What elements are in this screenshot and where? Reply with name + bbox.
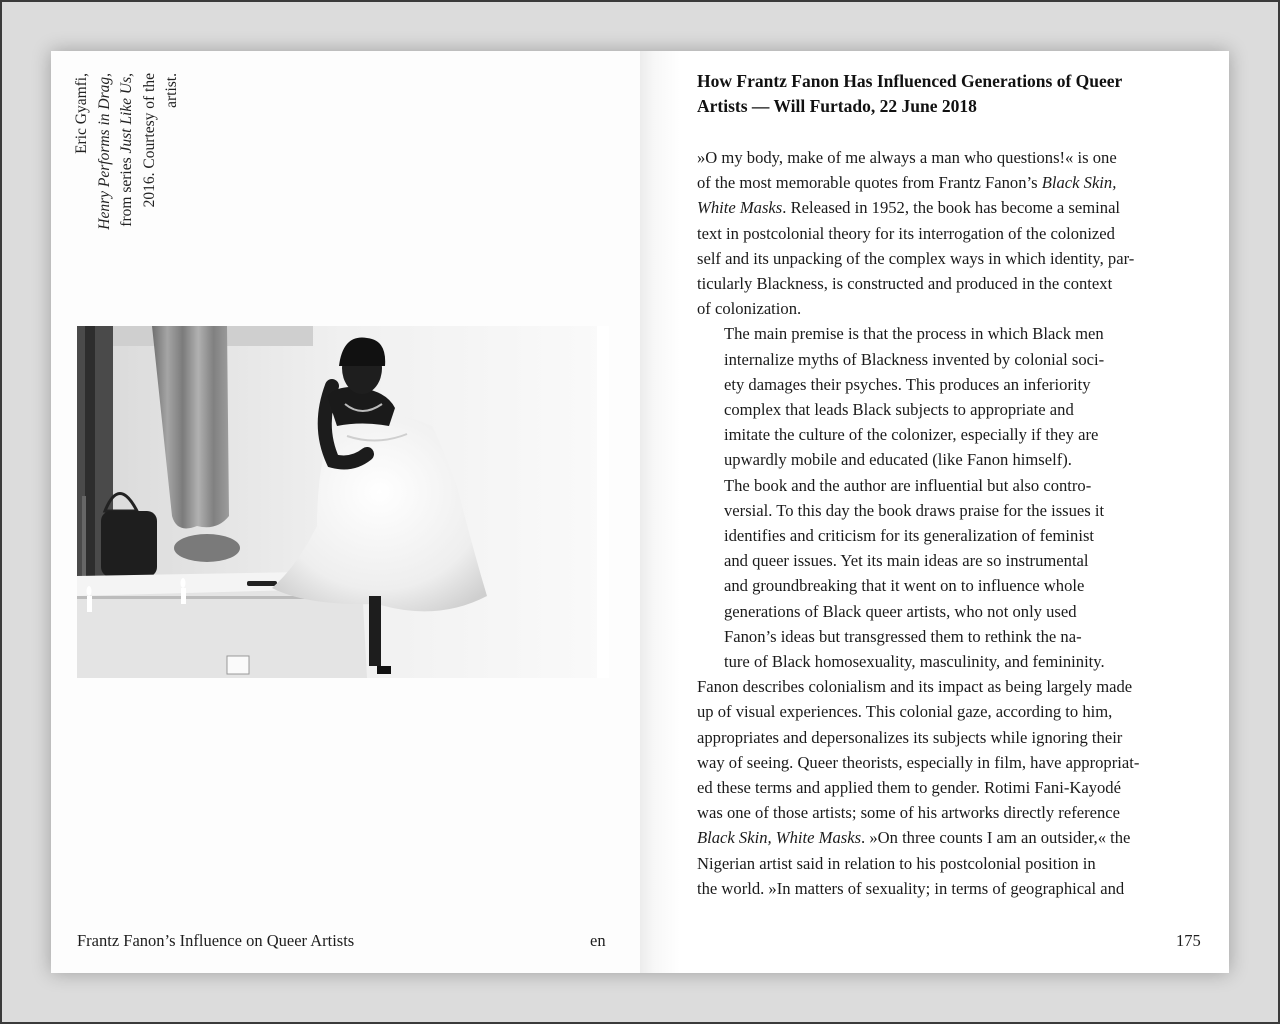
caption-credit-end: artist. [163, 73, 180, 108]
caption-credit: 2016. Courtesy of the [140, 73, 158, 208]
left-page [51, 51, 640, 973]
book-spread [51, 51, 1229, 973]
block-quote: The main premise is that the process in which Black men internalize myths of Blackness invented by colonial soci- ety damages their psyches. This produces an inferiority complex that leads Black subjects to appropriate and imitate the culture of the colonizer, especially if they are upwardly mobile and educated (like Fanon himself). The book and the author are influential but also contro- versial. To this day the book draws praise for the issues it identifies and criticism for its generalization of feminist and queer issues. Yet its main ideas are so instrumental and groundbreaking that it went on to influence whole generations of Black queer artists, who not only used Fanon’s ideas but transgressed them to rethink the na- ture of Black homosexuality, masculinity, and femininity. [724, 324, 1105, 672]
article-title [697, 69, 1187, 119]
title-line-2: Artists — Will Furtado, 22 June 2018 [697, 96, 977, 116]
photo-illustration [77, 326, 609, 678]
caption-artist: Eric Gyamfi, [73, 73, 90, 154]
photo-caption [71, 73, 191, 273]
caption-series: from series Just Like Us, [118, 73, 135, 227]
right-page [640, 51, 1229, 973]
title-line-1: How Frantz Fanon Has Influenced Generations of Queer [697, 71, 1123, 91]
article-body [697, 145, 1177, 901]
caption-title: Henry Performs in Drag, [95, 73, 113, 230]
performance-photo [77, 326, 609, 678]
language-marker: en [590, 931, 606, 950]
paragraph-2: Fanon describes colonialism and its impact as being largely made up of visual experiences. This colonial gaze, according to him, appropriates and depersonalizes its subjects while ignoring their way of seeing. Queer theorists, especially in film, have appropriat- ed these terms and applied them to gender. Rotimi Fani-Kayodé was one of those artists; some of his artworks directly reference Black Skin, White Masks. »On three counts I am an outsider,« the Nigerian artist said in relation to his postcolonial position in the world. »In matters of sexuality; in terms of geographical and [697, 677, 1140, 898]
paragraph-1: »O my body, make of me always a man who questions!« is one of the most memorable quotes from Frantz Fanon’s Black Skin, White Masks. Released in 1952, the book has become a seminal text in postcolonial theory for its interrogation of the colonized self and its unpacking of the complex ways in which identity, par- ticularly Blackness, is constructed and produced in the context of colonization. [697, 148, 1135, 319]
running-footer-title: Frantz Fanon’s Influence on Queer Artists [77, 931, 355, 950]
page-number: 175 [1176, 931, 1201, 950]
